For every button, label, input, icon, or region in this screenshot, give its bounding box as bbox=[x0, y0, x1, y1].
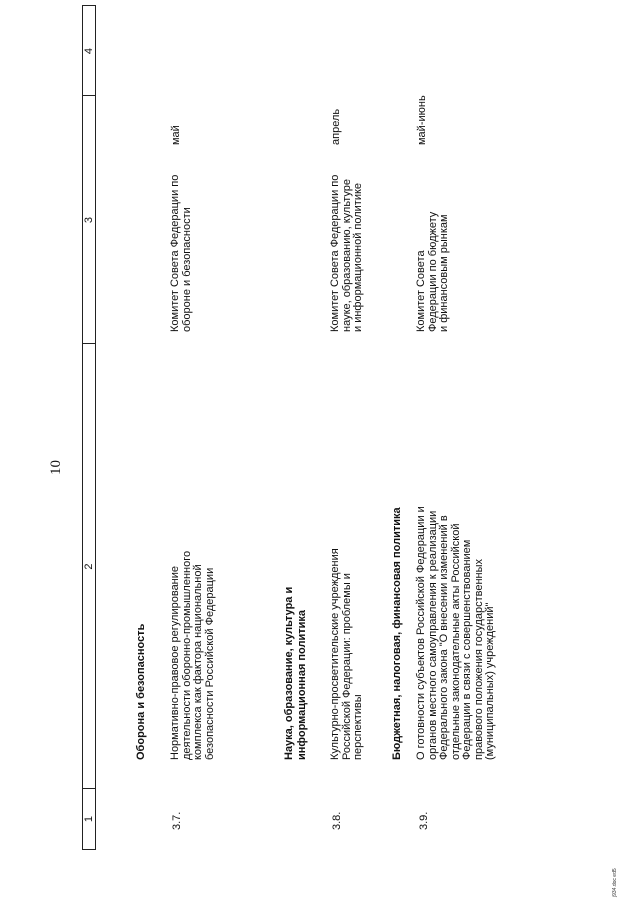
row-executor: Комитет Совета Федерации по бюджету и финансовым рынкам bbox=[415, 211, 450, 332]
header-col-3: 3 bbox=[83, 95, 95, 344]
row-description: Культурно-просветительские учреждения Российской Федерации: проблемы и перспективы bbox=[329, 548, 364, 760]
section-title-defense: Оборона и безопасность bbox=[135, 623, 147, 760]
row-number: 3.9. bbox=[418, 811, 430, 830]
row-description: Нормативно-правовое регулирование деятельности оборонно-промышленного комплекса как фактора национальной безопасности Российской Федерации bbox=[169, 550, 216, 760]
row-executor: Комитет Совета Федерации по обороне и безопасности bbox=[169, 174, 193, 332]
header-col-1: 1 bbox=[83, 788, 95, 849]
header-col-2: 2 bbox=[83, 343, 95, 789]
row-term: май bbox=[170, 125, 182, 145]
table-header-row bbox=[82, 5, 96, 850]
row-number: 3.8. bbox=[331, 811, 343, 830]
row-executor: Комитет Совета Федерации по науке, образованию, культуре и информационной политике bbox=[329, 174, 364, 332]
row-term: апрель bbox=[330, 108, 342, 145]
row-number: 3.7. bbox=[171, 811, 183, 830]
row-description: О готовности субъектов Российской Федерации и органов местного самоуправления к реализации Федерального закона "О внесении изменений в отдельные законодательные акты Российской Федерации в связи с совершенствованием правового положения государственных (муниципальных) учреждений" bbox=[415, 506, 496, 760]
row-term: май-июнь bbox=[416, 95, 428, 145]
section-title-science: Наука, образование, культура и информационная политика bbox=[283, 586, 308, 760]
page-number: 10 bbox=[48, 460, 64, 475]
header-col-4: 4 bbox=[83, 47, 95, 55]
footer-doc-code: j934.doc ed5 bbox=[612, 868, 618, 897]
section-title-budget: Бюджетная, налоговая, финансовая политика bbox=[391, 507, 403, 760]
